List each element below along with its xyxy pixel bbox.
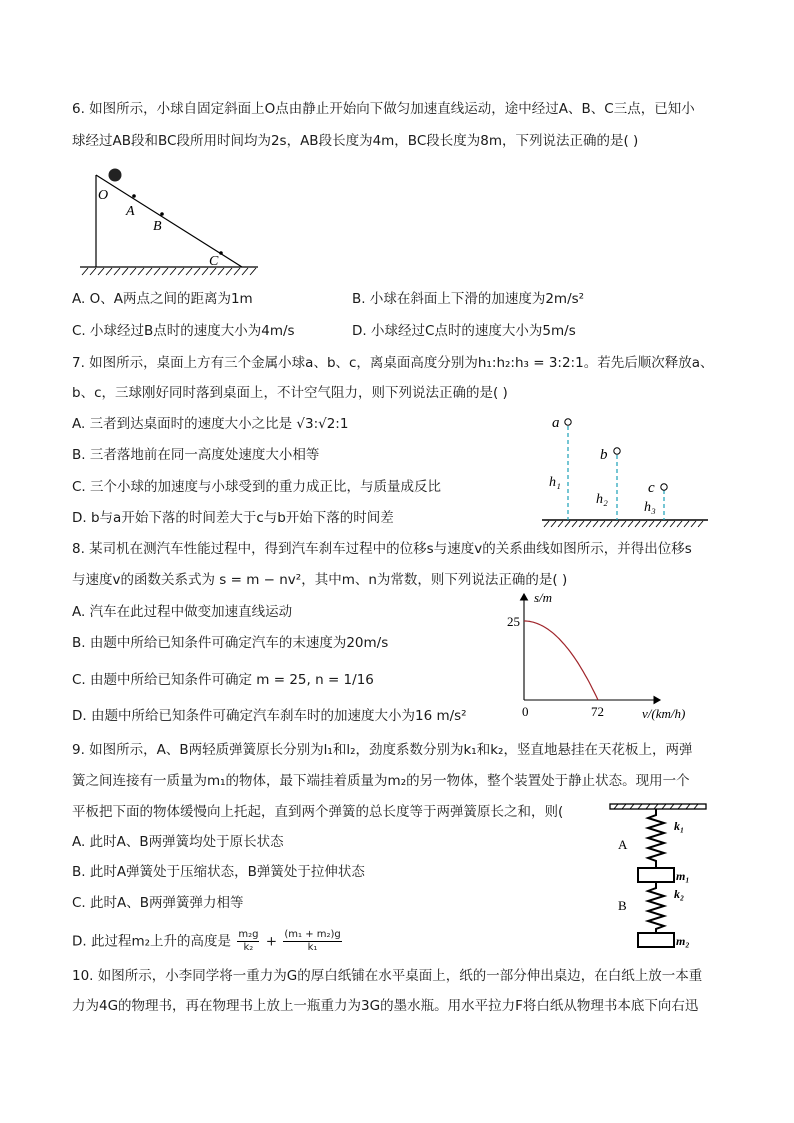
q8-sv-chart — [500, 586, 710, 721]
fraction-2 — [283, 929, 341, 954]
point-a-label: A — [126, 204, 135, 219]
x-axis-label: v/(km/h) — [642, 706, 686, 721]
k2-label: k₂ — [674, 887, 685, 901]
q9-option-d-prefix: D. 此过程m₂上升的高度是 — [72, 933, 232, 950]
point-c-label: C — [209, 254, 219, 269]
q6-option-a: A. O、A两点之间的距离为1m — [72, 291, 253, 307]
sv-curve — [524, 621, 598, 700]
q7-option-a: A. 三者到达桌面时的速度大小之比是 √3:√2:1 — [72, 416, 349, 432]
ball-b-label: b — [600, 447, 608, 463]
m1-label: m₁ — [676, 869, 690, 883]
fraction-1 — [237, 929, 259, 954]
point-o-label: O — [98, 188, 109, 203]
origin-label: 0 — [522, 704, 529, 719]
q6-incline-figure — [74, 163, 264, 278]
q7-option-c: C. 三个小球的加速度与小球受到的重力成正比，与质量成反比 — [72, 479, 442, 495]
fraction-1-den: k₂ — [243, 942, 254, 953]
q9-stem-line3: 平板把下面的物体缓慢向上托起，直到两个弹簧的总长度等于两弹簧原长之和，则( — [72, 804, 564, 820]
fraction-2-num: (m₁ + m₂)g — [284, 929, 341, 940]
q6-option-b: B. 小球在斜面上下滑的加速度为2m/s² — [352, 291, 585, 307]
q8-option-d: D. 由题中所给已知条件可确定汽车刹车时的加速度大小为16 m/s² — [72, 708, 467, 724]
q9-stem-line2: 簧之间连接有一质量为m₁的物体，最下端挂着质量为m₂的另一物体，整个装置处于静止状态。现用一个 — [72, 773, 690, 789]
q6-option-c: C. 小球经过B点时的速度大小为4m/s — [72, 323, 295, 339]
q9-option-b: B. 此时A弹簧处于压缩状态，B弹簧处于拉伸状态 — [72, 864, 365, 880]
y-tick-25: 25 — [507, 614, 520, 629]
q6-option-d: D. 小球经过C点时的速度大小为5m/s — [352, 323, 576, 339]
q8-option-a: A. 汽车在此过程中做变加速直线运动 — [72, 604, 293, 620]
q10-stem-line1: 10. 如图所示，小李同学将一重力为G的厚白纸铺在水平桌面上，纸的一部分伸出桌边，在白纸上放一本重 — [72, 968, 703, 984]
q6-stem-line2: 球经过AB段和BC段所用时间均为2s，AB段长度为4m，BC段长度为8m，下列说法正确的是( ) — [72, 133, 639, 149]
q9-option-c: C. 此时A、B两弹簧弹力相等 — [72, 895, 244, 911]
fraction-2-den: k₁ — [307, 942, 318, 953]
q9-option-d — [72, 929, 344, 954]
spring-b-label: B — [618, 898, 627, 913]
h1-label: h₁ — [549, 475, 561, 490]
q8-option-c: C. 由题中所给已知条件可确定 m = 25, n = 1/16 — [72, 672, 374, 688]
point-b-label: B — [153, 219, 162, 234]
m2-label: m₂ — [676, 934, 690, 948]
fraction-1-num: m₂g — [238, 929, 259, 940]
q7-option-d: D. b与a开始下落的时间差大于c与b开始下落的时间差 — [72, 510, 394, 526]
q6-stem-line1: 6. 如图所示，小球自固定斜面上O点由静止开始向下做匀加速直线运动，途中经过A、B、C三点，已知小 — [72, 101, 695, 117]
q7-stem-line1: 7. 如图所示，桌面上方有三个金属小球a、b、c，离桌面高度分别为h₁:h₂:h₃ = 3:2:1。若先后顺次释放a、 — [72, 355, 714, 371]
q9-option-a: A. 此时A、B两弹簧均处于原长状态 — [72, 834, 284, 850]
q8-stem-line2: 与速度v的函数关系式为 s = m − nv²，其中m、n为常数，则下列说法正确的是( ) — [72, 572, 568, 588]
q7-balls-figure — [538, 410, 714, 528]
plus-sign: + — [265, 933, 278, 950]
x-tick-72: 72 — [591, 704, 604, 719]
q10-stem-line2: 力为4G的物理书，再在物理书上放上一瓶重力为3G的墨水瓶。用水平拉力F将白纸从物理书本底下向右迅 — [72, 998, 699, 1014]
q7-option-b: B. 三者落地前在同一高度处速度大小相等 — [72, 447, 320, 463]
k1-label: k₁ — [674, 819, 685, 833]
y-axis-label: s/m — [534, 590, 553, 605]
ball-a-label: a — [552, 415, 560, 431]
q8-stem-line1: 8. 某司机在测汽车性能过程中，得到汽车刹车过程中的位移s与速度v的关系曲线如图所示，并得出位移s — [72, 541, 692, 557]
ball — [109, 169, 122, 182]
q9-stem-line1: 9. 如图所示，A、B两轻质弹簧原长分别为l₁和l₂，劲度系数分别为k₁和k₂，竖直地悬挂在天花板上，两弹 — [72, 742, 693, 758]
spring-a-label: A — [618, 837, 628, 852]
h3-label: h₃ — [644, 500, 656, 515]
q9-springs-figure — [598, 800, 716, 950]
h2-label: h₂ — [596, 492, 608, 507]
q8-option-b: B. 由题中所给已知条件可确定汽车的末速度为20m/s — [72, 635, 389, 651]
q7-stem-line2: b、c，三球刚好同时落到桌面上，不计空气阻力，则下列说法正确的是( ) — [72, 385, 508, 401]
ball-c-label: c — [648, 480, 655, 496]
